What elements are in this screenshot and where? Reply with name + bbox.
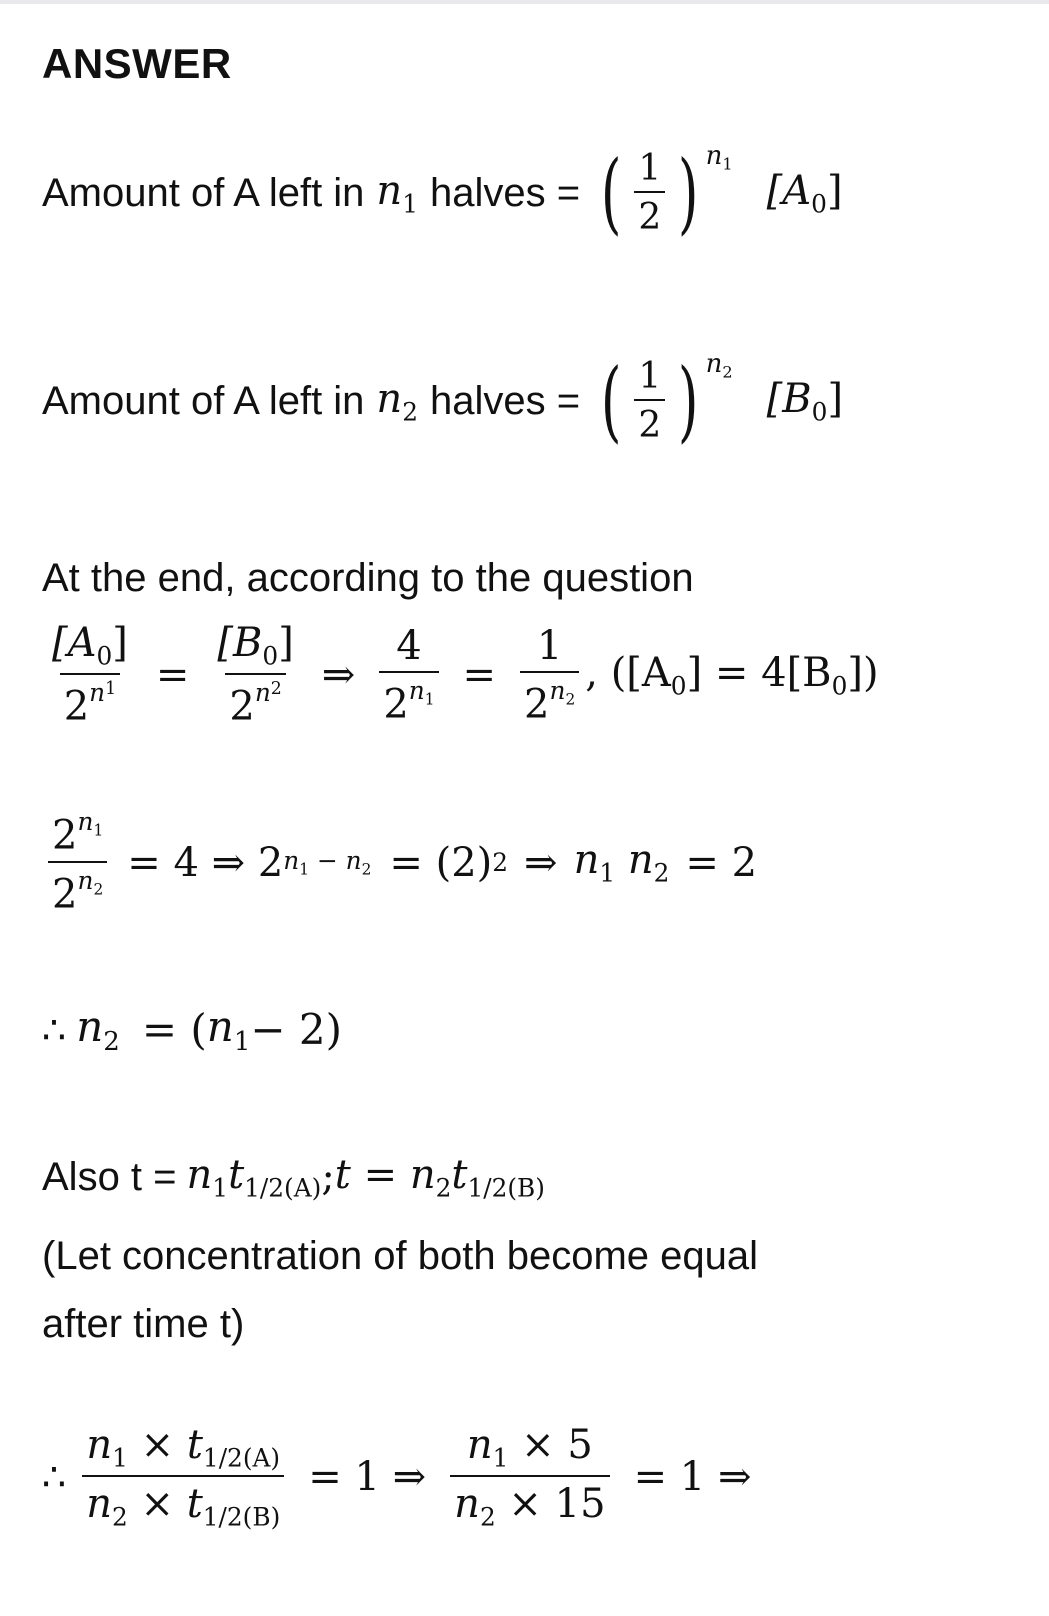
line2-exponent: $n_2$ <box>705 349 733 382</box>
implies-sign: ⇒ <box>321 651 356 698</box>
right-paren: ) <box>678 349 699 453</box>
let-concentration-text: (Let concentration of both become equal <box>42 1234 759 1278</box>
question-statement: At the end, according to the question <box>42 556 694 600</box>
equals-one-implies: = 1 ⇒ <box>308 1454 427 1501</box>
right-paren: ) <box>678 141 699 245</box>
half-fraction: $\frac{1}{2}$ <box>634 148 665 239</box>
initial-condition: , $([A_0] = 4[B_0])$ <box>585 649 879 701</box>
answer-heading: ANSWER <box>42 40 232 87</box>
line1-text: Amount of A left in <box>42 170 365 215</box>
n2-rest: = ( <box>141 1005 207 1055</box>
n1-t-half-a: $n_1t_{1/2(A)}$ <box>186 1152 322 1203</box>
exponent-rest1: = 4 ⇒ 2 <box>127 839 284 886</box>
n2-rest2: − 2) <box>250 1005 343 1055</box>
line1-var: $n_1$ <box>376 168 418 219</box>
half-fraction: $\frac{1}{2}$ <box>634 356 665 447</box>
exponent-rest4: = 2 <box>685 839 758 886</box>
n1-var: $n_1$ <box>206 1002 251 1058</box>
2n1-over-2n2: $\frac{2^{n_1}}{2^{n_2}}$ <box>48 808 107 917</box>
therefore-symbol: ∴ <box>42 1007 67 1052</box>
therefore-n2 <box>42 1002 342 1057</box>
top-divider <box>0 0 1049 4</box>
square-exp: 2 <box>492 848 509 878</box>
left-paren: ( <box>600 349 622 453</box>
left-paren: ( <box>600 141 622 245</box>
t-eq-n2-t-half-b: $t = n_2t_{1/2(B)}$ <box>334 1152 545 1203</box>
therefore-symbol: ∴ <box>42 1455 67 1500</box>
a0-bracket: $[A_0]$ <box>766 168 843 219</box>
equals-one-implies-end: = 1 ⇒ <box>633 1454 752 1501</box>
implies-sign: ⇒ <box>524 839 558 886</box>
line2-text: Amount of A left in <box>42 378 365 423</box>
b0-over-2n2: $\frac{[B_0]}{2^{n^2}}$ <box>217 620 294 730</box>
time-relation <box>42 1152 545 1203</box>
amount-a-line <box>42 141 843 245</box>
n2-var: $n_2$ <box>76 1002 120 1058</box>
exponent-rest2: = (2) <box>389 839 493 886</box>
final-equation <box>42 1422 751 1532</box>
n1-n2-product: $n_1$ $n_2$ <box>573 837 670 888</box>
four-over-2n1: $\frac{4}{2^{n_1}}$ <box>379 623 438 728</box>
time-text: Also t = <box>42 1154 177 1199</box>
separator: ; <box>321 1154 335 1201</box>
exponent-diff: $n_1 - n_2$ <box>283 846 372 879</box>
half-life-ratio: $\frac{n_1 \times t_{1/2(A)}}{n_2 \times t_{1/2(B)}}$ <box>82 1422 284 1532</box>
after-time-text: after time t) <box>42 1302 245 1346</box>
line2-var: $n_2$ <box>376 376 418 427</box>
exponent-equation <box>42 808 757 917</box>
numeric-ratio: $\frac{n_1 \times 5}{n_2 \times 15}$ <box>450 1422 609 1532</box>
b0-bracket: $[B_0]$ <box>766 376 844 427</box>
line1-text2: halves = <box>429 170 581 215</box>
ratio-equation <box>42 620 879 730</box>
amount-b-line <box>42 349 844 453</box>
a0-over-2n1: $\frac{[A_0]}{2^{n^1}}$ <box>52 620 128 730</box>
equals-sign: = <box>462 651 497 698</box>
equals-sign: = <box>155 651 190 698</box>
one-over-2n2: $\frac{1}{2^{n_2}}$ <box>520 623 579 728</box>
line2-text2: halves = <box>429 378 581 423</box>
line1-exponent: $n_1$ <box>705 141 733 174</box>
